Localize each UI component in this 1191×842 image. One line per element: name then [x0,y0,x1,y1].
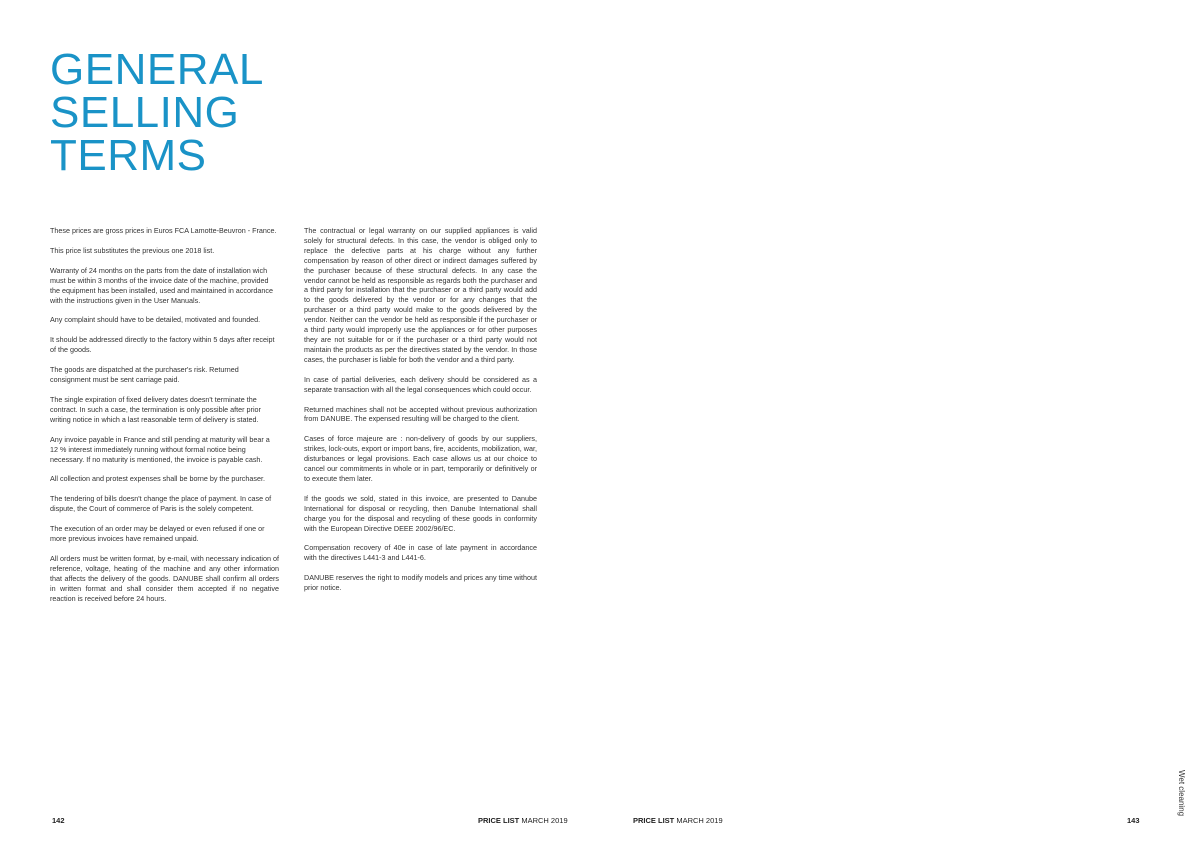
paragraph: DANUBE reserves the right to modify models and prices any time without prior notice. [304,573,537,593]
footer-price-list-date: MARCH 2019 [519,816,568,825]
paragraph: Compensation recovery of 40e in case of late payment in accordance with the directives L441-3 and L441-6. [304,543,537,563]
paragraph: Any invoice payable in France and still pending at maturity will bear a 12 % interest immediately running without formal notice being necessary. If no maturity is mentioned, the invoice is payable cash. [50,434,270,464]
footer-price-list-left [478,816,568,825]
paragraph: These prices are gross prices in Euros FCA Lamotte-Beuvron - France. [50,226,277,235]
paragraph: It should be addressed directly to the factory within 5 days after receipt of the goods. [50,335,275,355]
paragraph: The tendering of bills doesn't change the place of payment. In case of dispute, the Court of commerce of Paris is the solely competent. [50,494,272,514]
footer-price-list-right [633,816,723,825]
paragraph: All orders must be written format, by e-mail, with necessary indication of reference, voltage, heating of the machine and any other information that affects the delivery of the goods. DANUBE shall confirm all orders in written format and shall consider them accepted if no negative reaction is received before 24 hours. [50,553,279,603]
paragraph: Any complaint should have to be detailed, motivated and founded. [50,315,261,325]
page-number-left: 142 [52,816,65,825]
paragraph: If the goods we sold, stated in this invoice, are presented to Danube International for disposal or recycling, then Danube International shall charge you for the disposal and recycling of these goods in conformity with the European Directive DEEE 2002/96/EC. [304,493,537,533]
title-line-3: TERMS [50,131,207,180]
paragraph: Cases of force majeure are : non-delivery of goods by our suppliers, strikes, lock-outs, export or import bans, fire, accidents, mobilization, war, disturbances or legal provisions. Each case allows us at our choice to cancel our commitments in whole or in part, temporarily or definitively or to execute them later. [304,434,537,483]
section-side-label: Wet cleaning [1177,770,1186,817]
page-title [50,45,264,180]
footer-price-list-label: PRICE LIST [478,816,520,825]
paragraph: In case of partial deliveries, each delivery should be considered as a separate transaction with all the legal consequences which could occur. [304,374,537,394]
paragraph: All collection and protest expenses shall be borne by the purchaser. [50,474,265,484]
terms-column-left [50,226,279,613]
paragraph: Returned machines shall not be accepted without previous authorization from DANUBE. The expensed resulting will be charged to the client. [304,404,537,424]
paragraph: The contractual or legal warranty on our supplied appliances is valid solely for structural defects. In this case, the vendor is obliged only to replace the defective parts at his charge without any further compensation by reason of other direct or indirect damages suffered by the purchaser because of these structural defects. In any case the vendor cannot be held as responsible as regards both the purchaser and a third party for installation that the purchaser or a third party would add to the goods delivered by the vendor or for any changes that the purchaser or a third party would make to the goods delivered by the vendor. Neither can the vendor be held as responsible if the purchaser or a third party would improperly use the appliances or for other purposes they are not suitable for or if the purchaser or a third party would not maintain the products as per the directives stated by the vendor. In those cases, the purchaser is liable for both the vendor and a third party. [304,226,537,364]
paragraph: The goods are dispatched at the purchaser's risk. Returned consignment must be sent carriage paid. [50,365,239,385]
paragraph: The execution of an order may be delayed or even refused if one or more previous invoices have remained unpaid. [50,524,265,544]
footer-price-list-date: MARCH 2019 [674,816,723,825]
title-line-2: SELLING [50,88,240,137]
title-line-1: GENERAL [50,45,264,94]
paragraph: The single expiration of fixed delivery dates doesn't terminate the contract. In such a case, the termination is only possible after prior writing notice in which a last reasonable term of delivery is stated. [50,394,261,424]
paragraph: This price list substitutes the previous one 2018 list. [50,245,215,255]
page-number-right: 143 [1127,816,1140,825]
terms-column-middle [304,226,537,603]
footer-price-list-label: PRICE LIST [633,816,675,825]
paragraph: Warranty of 24 months on the parts from the date of installation wich must be within 3 months of the invoice date of the machine, provided the equipment has been installed, used and maintained in accordance with the instructions given in the User Manuals. [50,265,273,305]
